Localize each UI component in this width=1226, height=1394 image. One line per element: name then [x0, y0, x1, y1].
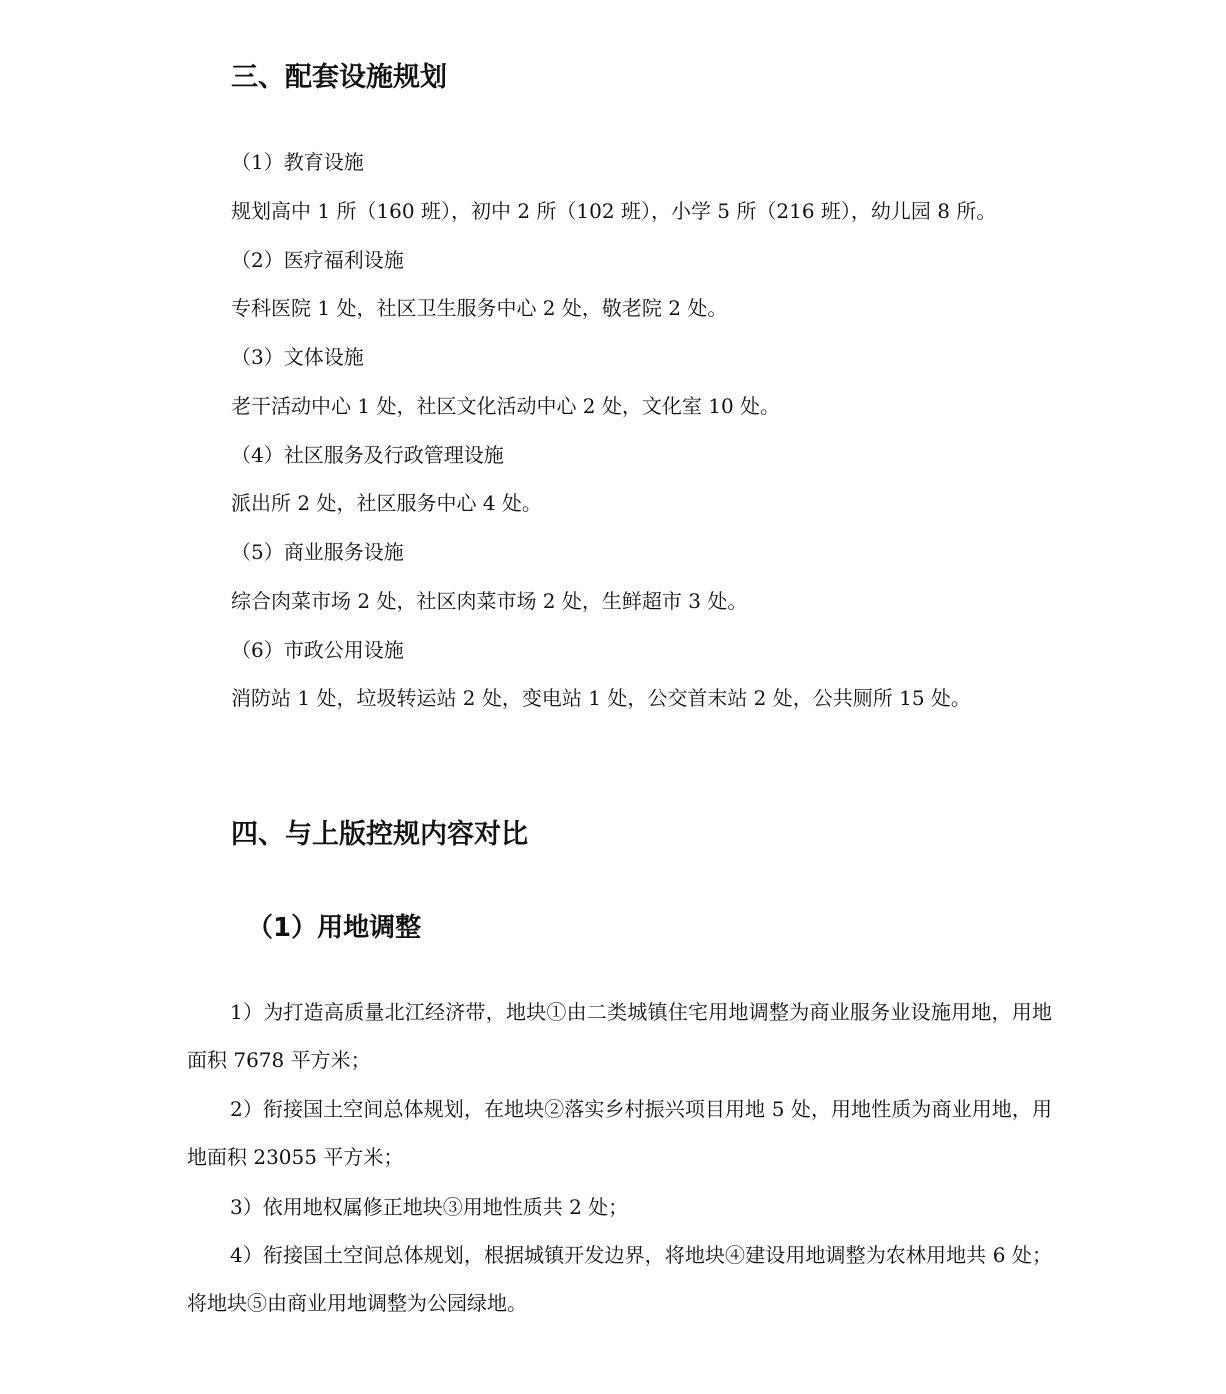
facility-heading-commercial: （5）商业服务设施	[231, 540, 404, 564]
facility-text-commercial: 综合肉菜市场 2 处，社区肉菜市场 2 处，生鲜超市 3 处。	[231, 589, 748, 613]
facility-text-culture-sports: 老干活动中心 1 处，社区文化活动中心 2 处，文化室 10 处。	[231, 394, 781, 418]
section-4-title: 四、与上版控规内容对比	[231, 819, 528, 850]
facility-heading-culture-sports: （3）文体设施	[231, 345, 364, 369]
facility-text-education: 规划高中 1 所（160 班），初中 2 所（102 班），小学 5 所（216 班），幼儿园 8 所。	[231, 199, 997, 223]
adjustment-paragraph-2: 2）衔接国土空间总体规划，在地块②落实乡村振兴项目用地 5 处，用地性质为商业用地，用地面积 23055 平方米；	[187, 1097, 1052, 1169]
facility-heading-municipal: （6）市政公用设施	[231, 638, 404, 662]
adjustment-paragraph-3: 3）依用地权属修正地块③用地性质共 2 处；	[230, 1195, 629, 1219]
facility-text-medical: 专科医院 1 处，社区卫生服务中心 2 处，敬老院 2 处。	[231, 296, 728, 320]
adjustment-paragraph-4: 4）衔接国土空间总体规划，根据城镇开发边界，将地块④建设用地调整为农林用地共 6 处；将地块⑤由商业用地调整为公园绿地。	[187, 1243, 1052, 1315]
facility-heading-community-admin: （4）社区服务及行政管理设施	[231, 443, 504, 467]
section-3-title: 三、配套设施规划	[231, 62, 447, 93]
adjustment-paragraph-1: 1）为打造高质量北江经济带，地块①由二类城镇住宅用地调整为商业服务业设施用地，用地面积 7678 平方米；	[187, 1000, 1052, 1072]
facility-heading-medical: （2）医疗福利设施	[231, 248, 404, 272]
facility-heading-education: （1）教育设施	[231, 150, 364, 174]
subsection-land-adjustment-title: （1）用地调整	[247, 913, 422, 943]
facility-text-community-admin: 派出所 2 处，社区服务中心 4 处。	[231, 491, 542, 515]
facility-text-municipal: 消防站 1 处，垃圾转运站 2 处，变电站 1 处，公交首末站 2 处，公共厕所 15 处。	[231, 686, 971, 710]
